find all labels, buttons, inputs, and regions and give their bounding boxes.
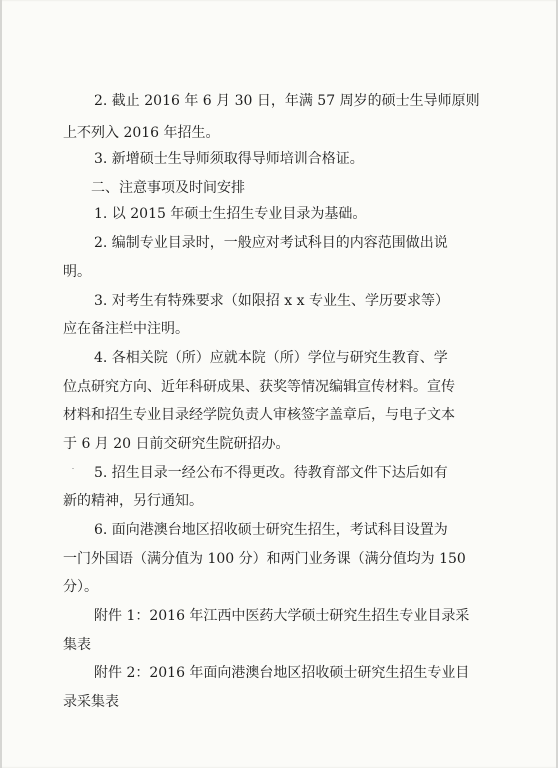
text-line: 明。 bbox=[63, 264, 91, 280]
text-line: 材料和招生专业目录经学院负责人审核签字盖章后，与电子文本 bbox=[63, 407, 455, 423]
text-line: 4. 各相关院（所）应就本院（所）学位与研究生教育、学 bbox=[94, 350, 448, 366]
text-line: 5. 招生目录一经公布不得更改。待教育部文件下达后如有 bbox=[94, 465, 448, 481]
text-line: 一门外国语（满分值为 100 分）和两门业务课（满分值均为 150 bbox=[63, 551, 466, 567]
text-line: 2. 编制专业目录时，一般应对考试科目的内容范围做出说 bbox=[94, 235, 448, 251]
section-heading: 二、注意事项及时间安排 bbox=[91, 180, 245, 196]
attachment-line: 附件 1：2016 年江西中医药大学硕士研究生招生专业目录采 bbox=[94, 608, 470, 624]
attachment-line: 集表 bbox=[63, 637, 91, 653]
text-line: 应在备注栏中注明。 bbox=[63, 321, 189, 337]
text-line: 位点研究方向、近年科研成果、获奖等情况编辑宣传材料。宣传 bbox=[63, 379, 455, 395]
attachment-line: 附件 2：2016 年面向港澳台地区招收硕士研究生招生专业目 bbox=[94, 665, 470, 681]
text-line: 新的精神，另行通知。 bbox=[63, 493, 203, 509]
attachment-line: 录采集表 bbox=[63, 694, 119, 710]
text-line: 3. 新增硕士生导师须取得导师培训合格证。 bbox=[94, 151, 364, 167]
text-line: 分）。 bbox=[63, 579, 98, 595]
text-line: 6. 面向港澳台地区招收硕士研究生招生，考试科目设置为 bbox=[94, 522, 448, 538]
text-line: 上不列入 2016 年招生。 bbox=[63, 125, 220, 141]
text-line: 3. 对考生有特殊要求（如限招 x x 专业生、学历要求等） bbox=[94, 293, 449, 309]
text-line: 2. 截止 2016 年 6 月 30 日，年满 57 周岁的硕士生导师原则 bbox=[94, 93, 480, 109]
text-line: 于 6 月 20 日前交研究生院研招办。 bbox=[63, 436, 290, 452]
text-line: 1. 以 2015 年硕士生招生专业目录为基础。 bbox=[94, 206, 367, 222]
